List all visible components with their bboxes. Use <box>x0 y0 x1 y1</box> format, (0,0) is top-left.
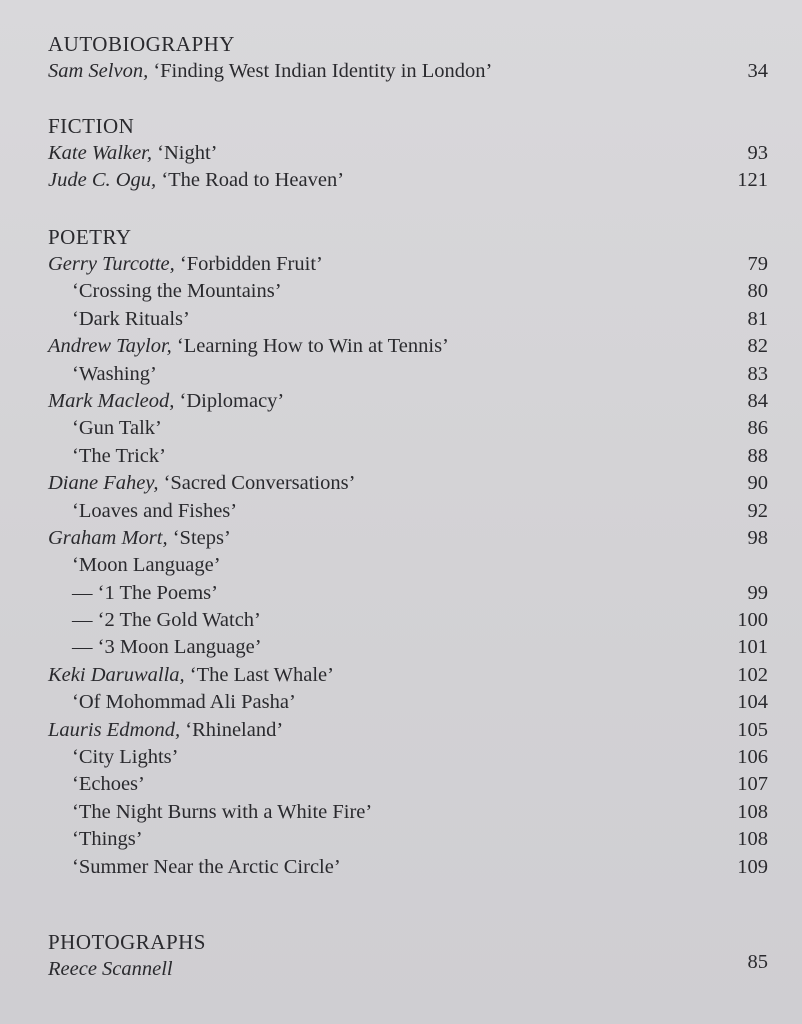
entry-page-number: 86 <box>747 417 768 440</box>
entry-author: Jude C. Ogu, <box>48 169 157 192</box>
contents-entry <box>48 771 768 798</box>
contents-entry <box>48 333 768 360</box>
contents-entry <box>48 662 768 689</box>
entry-title: ‘Washing’ <box>72 362 157 385</box>
entry-title: ‘Steps’ <box>172 526 231 549</box>
entry-title: ‘Night’ <box>157 142 218 164</box>
entry-page-number: 100 <box>737 609 768 632</box>
contents-entry <box>48 717 768 744</box>
entry-title: ‘The Last Whale’ <box>189 663 334 686</box>
entry-title: ‘Things’ <box>72 828 143 851</box>
entry-title: — ‘1 The Poems’ <box>72 581 218 604</box>
entry-author: Sam Selvon, <box>48 60 149 82</box>
entry-page-number: 88 <box>747 444 768 467</box>
contents-entry <box>48 58 768 85</box>
contents-entry <box>48 525 768 552</box>
entry-page-number: 92 <box>747 499 768 522</box>
entry-page-number: 107 <box>737 773 768 796</box>
entry-author: Diane Fahey, <box>48 472 159 495</box>
entry-title: ‘Diplomacy’ <box>179 389 285 412</box>
entry-page-number: 83 <box>747 362 768 385</box>
section-fiction <box>48 113 768 195</box>
contents-entry <box>48 552 768 579</box>
entry-title: ‘The Trick’ <box>72 444 166 467</box>
entry-page-number: 105 <box>737 718 768 741</box>
contents-entry <box>48 826 768 853</box>
entry-title: ‘Learning How to Win at Tennis’ <box>176 335 449 358</box>
entry-page-number: 108 <box>737 800 768 823</box>
entry-title: ‘Summer Near the Arctic Circle’ <box>72 855 341 878</box>
contents-entry <box>48 251 768 278</box>
entry-author: Gerry Turcotte, <box>48 253 175 275</box>
contents-entry <box>48 140 768 167</box>
entry-page-number: 102 <box>737 663 768 686</box>
contents-entry <box>48 415 768 442</box>
entry-title: ‘Forbidden Fruit’ <box>179 253 323 275</box>
section-heading: FICTION <box>48 114 135 138</box>
entry-title: — ‘2 The Gold Watch’ <box>72 609 261 632</box>
entry-page-number: 101 <box>737 636 768 659</box>
entry-author: Mark Macleod, <box>48 389 175 412</box>
entry-page-number: 85 <box>747 951 768 973</box>
entry-author: Graham Mort, <box>48 526 168 549</box>
entry-title: ‘Loaves and Fishes’ <box>72 499 238 522</box>
entry-page-number: 108 <box>737 828 768 851</box>
entry-title: ‘Rhineland’ <box>185 718 284 741</box>
contents-entry <box>48 580 768 607</box>
entry-title: ‘Finding West Indian Identity in London’ <box>153 60 493 82</box>
entry-page-number: 93 <box>747 142 768 164</box>
contents-entry <box>48 388 768 415</box>
entry-page-number: 84 <box>747 389 768 412</box>
entry-title: ‘Echoes’ <box>72 773 145 796</box>
contents-entry <box>48 607 768 634</box>
contents-entry <box>48 167 768 194</box>
entry-title: ‘Gun Talk’ <box>72 417 162 440</box>
entry-page-number: 80 <box>747 280 768 303</box>
contents-entry <box>48 443 768 470</box>
entry-author: Reece Scannell <box>48 958 173 980</box>
entry-title: ‘The Road to Heaven’ <box>161 169 345 192</box>
contents-entry <box>48 799 768 826</box>
contents-entry <box>48 689 768 716</box>
contents-entry <box>48 498 768 525</box>
entry-title: ‘City Lights’ <box>72 746 179 769</box>
entry-page-number: 109 <box>737 855 768 878</box>
section-heading: AUTOBIOGRAPHY <box>48 32 235 56</box>
entry-title: ‘Sacred Conversations’ <box>163 472 356 495</box>
entry-title: ‘Moon Language’ <box>72 554 221 577</box>
entry-title: — ‘3 Moon Language’ <box>72 636 262 659</box>
entry-author: Lauris Edmond, <box>48 718 181 741</box>
section-heading: PHOTOGRAPHS <box>48 930 206 954</box>
entry-author: Andrew Taylor, <box>48 335 172 358</box>
entry-page-number: 106 <box>737 746 768 769</box>
section-autobiography <box>48 31 768 85</box>
entry-page-number: 99 <box>747 581 768 604</box>
section-poetry <box>48 224 768 881</box>
contents-entry <box>48 306 768 333</box>
contents-entry <box>48 854 768 881</box>
contents-entry <box>48 744 768 771</box>
entry-page-number: 90 <box>747 472 768 495</box>
entry-page-number: 34 <box>747 60 768 82</box>
entry-page-number: 98 <box>747 526 768 549</box>
contents-entry <box>48 634 768 661</box>
contents-entry <box>48 361 768 388</box>
contents-entry <box>48 470 768 497</box>
entry-author: Keki Daruwalla, <box>48 663 185 686</box>
contents-entry <box>48 951 768 983</box>
entry-title: ‘Dark Rituals’ <box>72 307 190 330</box>
entry-page-number: 79 <box>747 253 768 275</box>
entry-title: ‘Crossing the Mountains’ <box>72 280 282 303</box>
section-heading: POETRY <box>48 225 132 249</box>
entry-author: Kate Walker, <box>48 142 153 164</box>
entry-page-number: 82 <box>747 335 768 358</box>
section-photographs <box>48 929 768 983</box>
entry-page-number: 121 <box>737 169 768 192</box>
entry-page-number: 81 <box>747 307 768 330</box>
contents-entry <box>48 278 768 305</box>
entry-page-number: 104 <box>737 691 768 714</box>
entry-title: ‘The Night Burns with a White Fire’ <box>72 800 373 823</box>
entry-title: ‘Of Mohommad Ali Pasha’ <box>72 691 296 714</box>
